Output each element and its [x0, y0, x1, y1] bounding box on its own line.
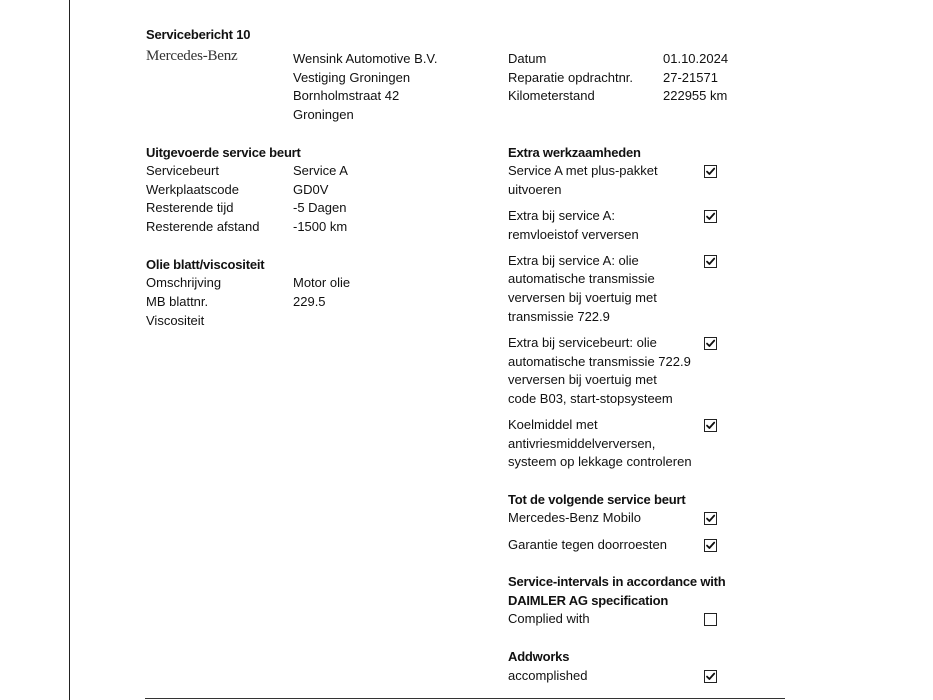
extra-item-checkbox[interactable] [704, 255, 717, 268]
next-service-heading: Tot de volgende service beurt [508, 492, 686, 507]
left-margin-line [69, 0, 70, 700]
oil-heading: Olie blatt/viscositeit [146, 257, 265, 272]
oil-row-label: Viscositeit [146, 313, 205, 328]
date-value: 01.10.2024 [663, 51, 729, 66]
extra-item-text: Koelmiddel met [508, 417, 598, 432]
mileage-value: 222955 km [663, 88, 728, 103]
intervals-heading-line2: DAIMLER AG specification [508, 593, 669, 608]
checkmark-icon [705, 671, 716, 682]
complied-with-checkbox[interactable] [704, 613, 717, 626]
extra-item-text: uitvoeren [508, 182, 562, 197]
bottom-divider [145, 698, 785, 699]
extra-item-text: Service A met plus-pakket [508, 163, 658, 178]
next-item-label: Garantie tegen doorroesten [508, 537, 667, 552]
extra-item-text: automatische transmissie 722.9 [508, 354, 691, 369]
mileage-label: Kilometerstand [508, 88, 595, 103]
extra-item-text: verversen bij voertuig met [508, 290, 657, 305]
service-row-label: Resterende afstand [146, 219, 260, 234]
service-row-value: -1500 km [293, 219, 348, 234]
extra-item-text: Extra bij servicebeurt: olie [508, 335, 657, 350]
checkmark-icon [705, 256, 716, 267]
extra-item-text: code B03, start-stopsysteem [508, 391, 673, 406]
extra-item-text: systeem op lekkage controleren [508, 454, 692, 469]
extra-item-text: Extra bij service A: olie [508, 253, 639, 268]
service-row-value: -5 Dagen [293, 200, 347, 215]
accomplished-label: accomplished [508, 668, 588, 683]
intervals-heading: Service-intervals in accordance with [508, 574, 726, 589]
report-title: Servicebericht 10 [146, 27, 251, 42]
checkmark-icon [705, 540, 716, 551]
next-item-label: Mercedes-Benz Mobilo [508, 510, 641, 525]
oil-row-value: 229.5 [293, 294, 326, 309]
oil-row-value: Motor olie [293, 275, 351, 290]
date-label: Datum [508, 51, 547, 66]
extra-item-checkbox[interactable] [704, 337, 717, 350]
extra-item-text: remvloeistof verversen [508, 227, 639, 242]
checkmark-icon [705, 420, 716, 431]
mobilo-checkbox[interactable] [704, 512, 717, 525]
order-number-value: 27-21571 [663, 70, 718, 85]
dealer-branch: Vestiging Groningen [293, 70, 411, 85]
extra-item-text: antivriesmiddelverversen, [508, 436, 656, 451]
complied-with-label: Complied with [508, 611, 590, 626]
dealer-city: Groningen [293, 107, 354, 122]
extra-item-text: verversen bij voertuig met [508, 372, 657, 387]
dealer-street: Bornholmstraat 42 [293, 88, 400, 103]
checkmark-icon [705, 338, 716, 349]
extra-item-checkbox[interactable] [704, 419, 717, 432]
checkmark-icon [705, 513, 716, 524]
rust-warranty-checkbox[interactable] [704, 539, 717, 552]
extra-item-text: Extra bij service A: [508, 208, 615, 223]
mercedes-benz-logo: Mercedes-Benz [146, 48, 238, 64]
extra-item-text: transmissie 722.9 [508, 309, 610, 324]
extra-item-text: automatische transmissie [508, 271, 655, 286]
extra-item-checkbox[interactable] [704, 165, 717, 178]
service-row-value: GD0V [293, 182, 329, 197]
extra-item-checkbox[interactable] [704, 210, 717, 223]
service-row-label: Werkplaatscode [146, 182, 239, 197]
extra-work-heading: Extra werkzaamheden [508, 145, 641, 160]
service-heading: Uitgevoerde service beurt [146, 145, 301, 160]
service-row-value: Service A [293, 163, 348, 178]
service-row-label: Resterende tijd [146, 200, 234, 215]
dealer-name: Wensink Automotive B.V. [293, 51, 438, 66]
service-row-label: Servicebeurt [146, 163, 219, 178]
oil-row-label: Omschrijving [146, 275, 222, 290]
order-number-label: Reparatie opdrachtnr. [508, 70, 634, 85]
checkmark-icon [705, 211, 716, 222]
addworks-heading: Addworks [508, 649, 570, 664]
accomplished-checkbox[interactable] [704, 670, 717, 683]
checkmark-icon [705, 166, 716, 177]
oil-row-label: MB blattnr. [146, 294, 209, 309]
